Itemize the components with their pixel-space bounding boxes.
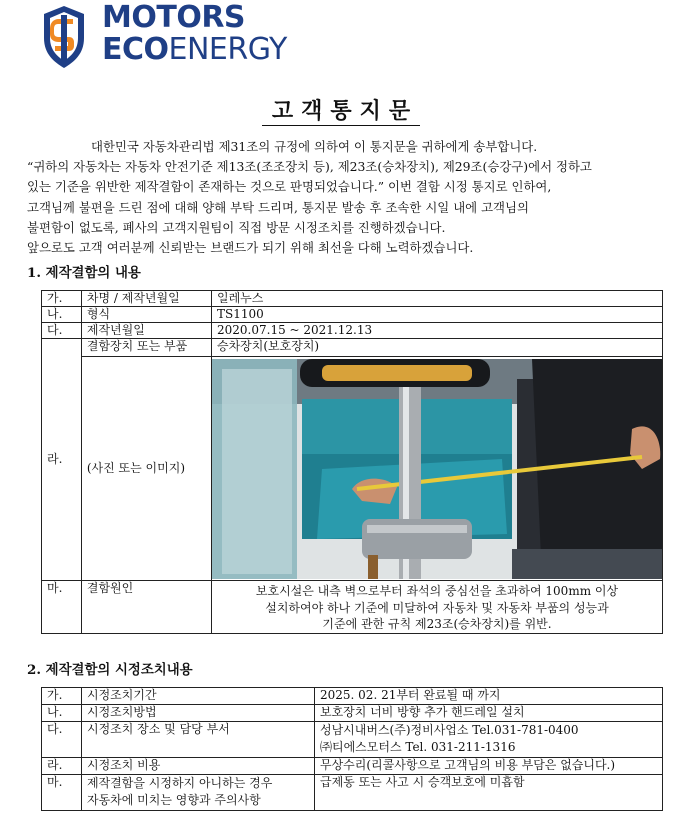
row-label: 시정조치 장소 및 담당 부서 [82, 722, 315, 758]
row-label: 제작년월일 [81, 323, 211, 339]
consequence-label-line: 자동차에 미치는 영향과 주의사항 [87, 793, 261, 807]
row-label: 시정조치방법 [82, 705, 315, 722]
row-label [82, 775, 315, 811]
intro-line: 불편함이 없도록, 폐사의 고객지원팀이 직접 방문 시정조치를 진행하겠습니다. [27, 219, 446, 235]
row-value: 급제동 또는 사고 시 승객보호에 미흡함 [315, 775, 663, 811]
table-row [42, 722, 663, 758]
intro-line: 앞으로도 고객 여러분께 신뢰받는 브랜드가 되기 위해 최선을 다해 노력하겠습니다. [27, 240, 474, 256]
row-index: 나. [42, 705, 82, 722]
defect-photo [212, 359, 662, 579]
row-index: 라. [42, 758, 82, 775]
table-row [42, 775, 663, 811]
intro-line: 고객님께 불편을 드린 점에 대해 양해 부탁 드리며, 통지문 발송 후 조속한 시일 내에 고객님의 [27, 199, 529, 215]
intro-paragraph [27, 137, 667, 258]
row-value [315, 722, 663, 758]
defect-cause-line: 설치하여야 하나 기준에 미달하여 자동차 및 자동차 부품의 성능과 [265, 600, 609, 615]
row-index: 다. [42, 323, 82, 339]
page-title: 고객통지문 [0, 94, 682, 125]
row-label: 결함장치 또는 부품 [81, 339, 211, 357]
row-value: 승차장치(보호장치) [212, 339, 663, 357]
row-label: 시정조치기간 [82, 688, 315, 705]
intro-line: 있는 기준을 위반한 제작결함이 존재하는 것으로 판명되었습니다.” 이번 결함 시정 통지로 인하여, [27, 179, 552, 195]
table-row [42, 581, 663, 634]
row-value: 무상수리(리콜사항으로 고객님의 비용 부담은 없습니다.) [315, 758, 663, 775]
defect-cause-line: 보호시설은 내측 벽으로부터 좌석의 중심선을 초과하여 100mm 이상 [255, 584, 619, 598]
row-index: 다. [42, 722, 82, 758]
logo-wordmark-top: MOTORS [102, 0, 246, 35]
contact-line: 성남시내버스(주)정비사업소 Tel.031-781-0400 [320, 723, 579, 737]
defect-table [41, 290, 663, 634]
intro-line: 대한민국 자동차관리법 제31조의 규정에 의하여 이 통지문을 귀하에게 송부합니다. [91, 139, 538, 154]
section-heading-defect: 1. 제작결함의 내용 [27, 265, 141, 281]
contact-line: ㈜티에스모터스 Tel. 031-211-1316 [320, 740, 516, 754]
row-value: 2020.07.15 ~ 2021.12.13 [212, 323, 663, 339]
photo-cell [212, 357, 663, 581]
row-label: 결함원인 [81, 581, 211, 634]
intro-line: “귀하의 자동차는 자동차 안전기준 제13조(조조장치 등), 제23조(승차장치), 제29조(승강구)에서 정하고 [27, 159, 592, 175]
row-label: 시정조치 비용 [82, 758, 315, 775]
row-index: 마. [42, 581, 82, 634]
table-row [42, 307, 663, 323]
row-label: 차명 / 제작년월일 [81, 291, 211, 307]
defect-cause-line: 기준에 관한 규칙 제23조(승차장치)를 위반. [322, 617, 552, 631]
row-value [212, 581, 663, 634]
row-index: 나. [42, 307, 82, 323]
consequence-label-line: 제작결함을 시정하지 아니하는 경우 [87, 776, 273, 790]
remedy-table [41, 687, 663, 811]
table-row [42, 758, 663, 775]
section-heading-remedy: 2. 제작결함의 시정조치내용 [27, 662, 193, 678]
shield-s-logo-icon [40, 4, 88, 70]
table-row [42, 339, 663, 357]
row-label: (사진 또는 이미지) [81, 357, 211, 581]
row-value: TS1100 [212, 307, 663, 323]
row-index: 마. [42, 775, 82, 811]
row-label: 형식 [81, 307, 211, 323]
row-value: 보호장치 너비 방향 추가 핸드레일 설치 [315, 705, 663, 722]
row-index: 가. [42, 688, 82, 705]
row-value: 2025. 02. 21부터 완료될 때 까지 [315, 688, 663, 705]
table-row [42, 705, 663, 722]
table-row [42, 291, 663, 307]
row-index: 라. [42, 339, 82, 581]
table-row [42, 323, 663, 339]
row-index: 가. [42, 291, 82, 307]
table-row [42, 688, 663, 705]
row-value: 일레누스 [212, 291, 663, 307]
table-row [42, 357, 663, 581]
logo-wordmark-bottom: ECOENERGY [102, 32, 287, 67]
